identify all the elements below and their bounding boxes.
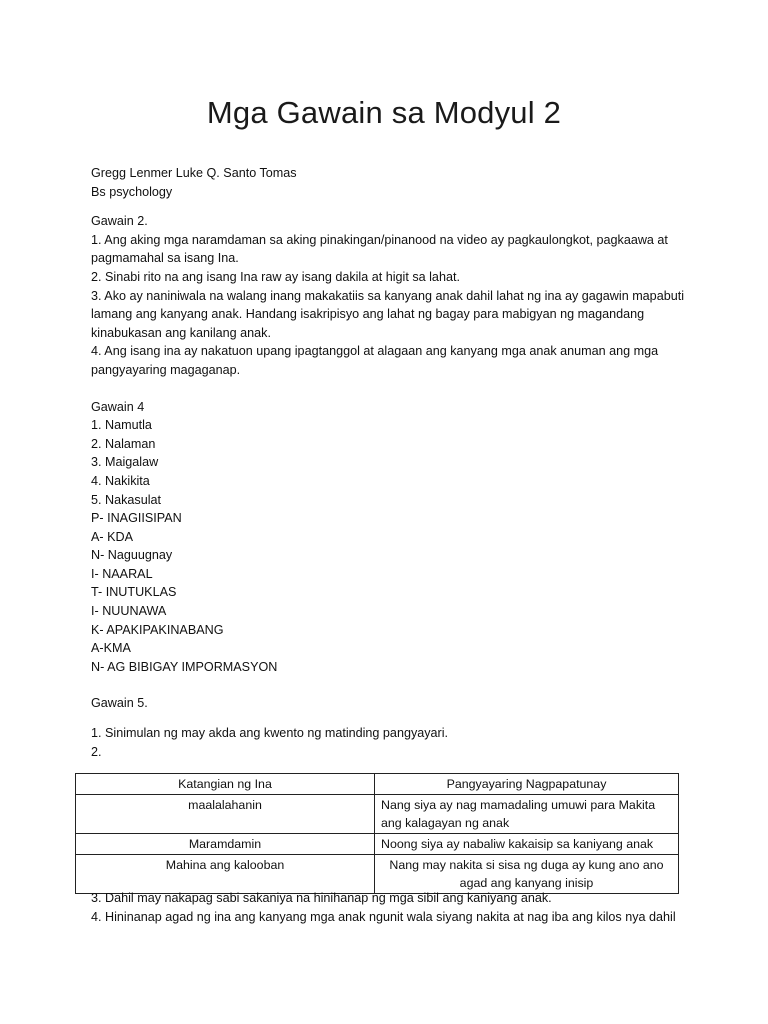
gawain2-line: lamang ang kanyang anak. Handang isakripisyo ang lahat ng bagay para mabigyan ng magandang: [91, 307, 645, 322]
gawain4-line: 3. Maigalaw: [91, 455, 159, 470]
gawain4-line: A- KDA: [91, 529, 133, 544]
gawain5-item: 1. Sinimulan ng may akda ang kwento ng matinding pangyayari.: [91, 726, 449, 741]
table-header: Pangyayaring Nagpapatunay: [375, 774, 679, 795]
gawain2-line: 3. Ako ay naniniwala na walang inang makakatiis sa kanyang anak dahil lahat ng ina ay gagawin mapabuti: [91, 288, 685, 303]
gawain2-line: kinabukasan ang kanilang anak.: [91, 325, 271, 340]
gawain4-line: A-KMA: [91, 641, 131, 656]
traits-table: [75, 773, 679, 894]
gawain4-line: K- APAKIPAKINABANG: [91, 622, 224, 637]
gawain4-line: 2. Nalaman: [91, 436, 156, 451]
table-cell: Nang may nakita si sisa ng duga ay kung ano ano agad ang kanyang inisip: [375, 855, 679, 894]
table-cell: Maramdamin: [76, 834, 375, 855]
table-cell: Nang siya ay nag mamadaling umuwi para Makita ang kalagayan ng anak: [375, 795, 679, 834]
gawain5-continued: [91, 889, 711, 926]
table-cell: Noong siya ay nabaliw kakaisip sa kaniyang anak: [375, 834, 679, 855]
gawain4-heading: Gawain 4: [91, 399, 145, 414]
gawain4-line: P- INAGIISIPAN: [91, 511, 182, 526]
table-row: [76, 855, 679, 894]
gawain4-line: I- NUUNAWA: [91, 604, 167, 619]
document-body: [91, 164, 691, 761]
gawain2-line: pangyayaring magaganap.: [91, 362, 241, 377]
gawain4-line: 5. Nakasulat: [91, 492, 162, 507]
gawain2-line: pagmamahal sa isang Ina.: [91, 251, 239, 266]
gawain4-line: I- NAARAL: [91, 566, 153, 581]
gawain5-item: 3. Dahil may nakapag sabi sakaniya na hinihanap ng mga sibil ang kaniyang anak.: [91, 891, 552, 905]
gawain4-line: 4. Nakikita: [91, 473, 150, 488]
table-cell: Mahina ang kalooban: [76, 855, 375, 894]
gawain5-item: 2.: [91, 744, 102, 759]
gawain2-line: 4. Ang isang ina ay nakatuon upang ipagtanggol at alagaan ang kanyang mga anak anuman ang mga: [91, 344, 659, 359]
gawain2-heading: Gawain 2.: [91, 214, 148, 229]
course-name: Bs psychology: [91, 184, 173, 199]
document-title: Mga Gawain sa Modyul 2: [206, 95, 562, 130]
table-cell: maalalahanin: [76, 795, 375, 834]
gawain4-line: 1. Namutla: [91, 418, 152, 433]
gawain4-line: T- INUTUKLAS: [91, 585, 177, 600]
table-header-row: [76, 774, 679, 795]
table-row: [76, 795, 679, 834]
gawain5-item: 4. Hininanap agad ng ina ang kanyang mga anak ngunit wala siyang nakita at nag iba ang kilos nya dahil: [91, 909, 676, 924]
gawain4-line: N- Naguugnay: [91, 548, 173, 563]
table-row: [76, 834, 679, 855]
table-header: Katangian ng Ina: [76, 774, 375, 795]
gawain2-line: 1. Ang aking mga naramdaman sa aking pinakingan/pinanood na video ay pagkaulongkot, pagkaawa at: [91, 232, 668, 247]
gawain2-line: 2. Sinabi rito na ang isang Ina raw ay isang dakila at higit sa lahat.: [91, 269, 460, 284]
author-name: Gregg Lenmer Luke Q. Santo Tomas: [91, 166, 297, 180]
gawain5-heading: Gawain 5.: [91, 696, 148, 711]
gawain4-line: N- AG BIBIGAY IMPORMASYON: [91, 659, 278, 674]
